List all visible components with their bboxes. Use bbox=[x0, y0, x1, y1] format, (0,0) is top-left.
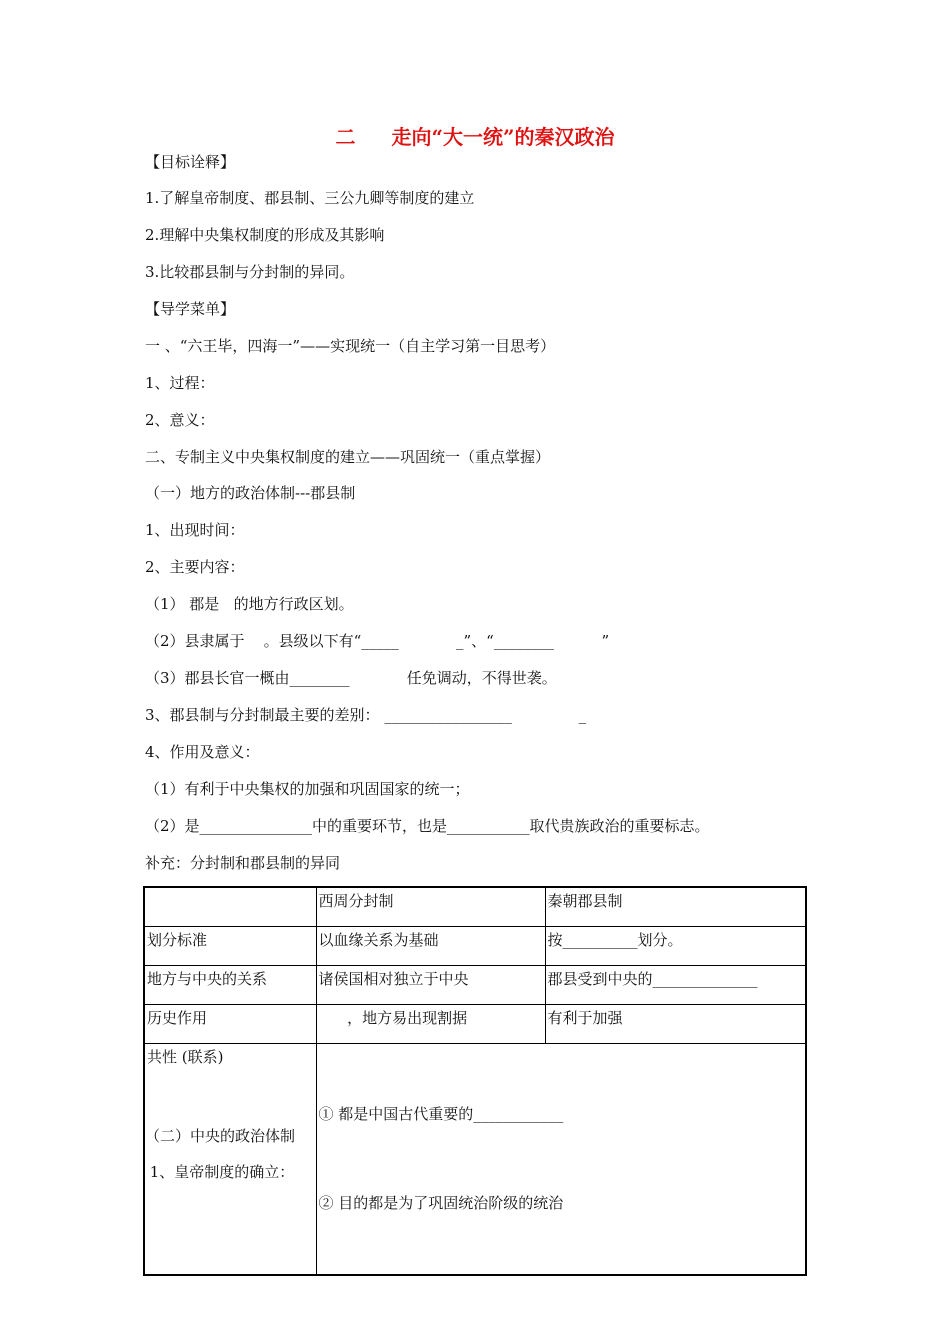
section-line: 2、主要内容： bbox=[145, 558, 245, 576]
section-line: 一 、“六王毕，四海一”——实现统一（自主学习第一目思考） bbox=[145, 337, 556, 355]
section-line: （3）郡县长官一概由________ 任免调动，不得世袭。 bbox=[145, 669, 557, 687]
comparison-table bbox=[143, 886, 807, 1276]
section-heading-goals: 【目标诠释】 bbox=[145, 153, 236, 171]
common-item: ② 目的都是为了巩固统治阶级的统治 bbox=[318, 1194, 564, 1212]
table-row bbox=[144, 927, 806, 966]
table-cell: 按__________划分。 bbox=[545, 927, 806, 966]
table-header-row bbox=[144, 887, 806, 927]
table-cell: 秦朝郡县制 bbox=[545, 887, 806, 927]
goal-item: 1.了解皇帝制度、郡县制、三公九卿等制度的建立 bbox=[145, 189, 475, 207]
goal-item: 3.比较郡县制与分封制的异同。 bbox=[145, 263, 355, 281]
section-line: 补充：分封制和郡县制的异同 bbox=[145, 854, 341, 872]
section-line: 1、皇帝制度的确立： bbox=[145, 1163, 295, 1181]
table-cell: 共性 (联系) bbox=[144, 1044, 316, 1276]
table-row-common bbox=[144, 1044, 806, 1276]
section-line: 2、意义： bbox=[145, 411, 215, 429]
section-line: （二）中央的政治体制 bbox=[145, 1127, 296, 1145]
table-cell-merged bbox=[316, 1044, 806, 1276]
title-text: 走向“大一统”的秦汉政治 bbox=[391, 125, 615, 149]
goal-item: 2.理解中央集权制度的形成及其影响 bbox=[145, 226, 385, 244]
section-line: 二、专制主义中央集权制度的建立——巩固统一（重点掌握） bbox=[145, 448, 551, 466]
section-line: （一）地方的政治体制---郡县制 bbox=[145, 484, 356, 502]
section-line: 1、出现时间： bbox=[145, 521, 245, 539]
table-cell: 郡县受到中央的______________ bbox=[545, 966, 806, 1005]
section-line: （1）有利于中央集权的加强和巩固国家的统一； bbox=[145, 780, 470, 798]
section-line: 3、郡县制与分封制最主要的差别： _________________ _ bbox=[145, 706, 587, 724]
title-number: 二 bbox=[335, 125, 356, 149]
section-line: （2）县隶属于 。县级以下有“_____ _”、“________ ” bbox=[145, 632, 610, 650]
section-line: 4、作用及意义： bbox=[145, 743, 260, 761]
section-line: 1、过程： bbox=[145, 374, 215, 392]
section-heading-guide: 【导学菜单】 bbox=[145, 300, 236, 318]
section-line: （1） 郡是 的地方行政区划。 bbox=[145, 595, 354, 613]
table-cell: 划分标准 bbox=[144, 927, 316, 966]
table-cell: 诸侯国相对独立于中央 bbox=[316, 966, 545, 1005]
table-cell: 有利于加强 bbox=[545, 1005, 806, 1044]
section-line: （2）是_______________中的重要环节，也是___________取代贵族政治的重要标志。 bbox=[145, 817, 710, 835]
table-row bbox=[144, 966, 806, 1005]
page-title bbox=[0, 124, 950, 150]
common-item: ① 都是中国古代重要的____________ bbox=[318, 1105, 564, 1123]
table-cell: 历史作用 bbox=[144, 1005, 316, 1044]
table-cell: 地方与中央的关系 bbox=[144, 966, 316, 1005]
table-cell: 以血缘关系为基础 bbox=[316, 927, 545, 966]
table-cell: 西周分封制 bbox=[316, 887, 545, 927]
table-cell: ，地方易出现割据 bbox=[316, 1005, 545, 1044]
table-cell bbox=[144, 887, 316, 927]
table-row bbox=[144, 1005, 806, 1044]
